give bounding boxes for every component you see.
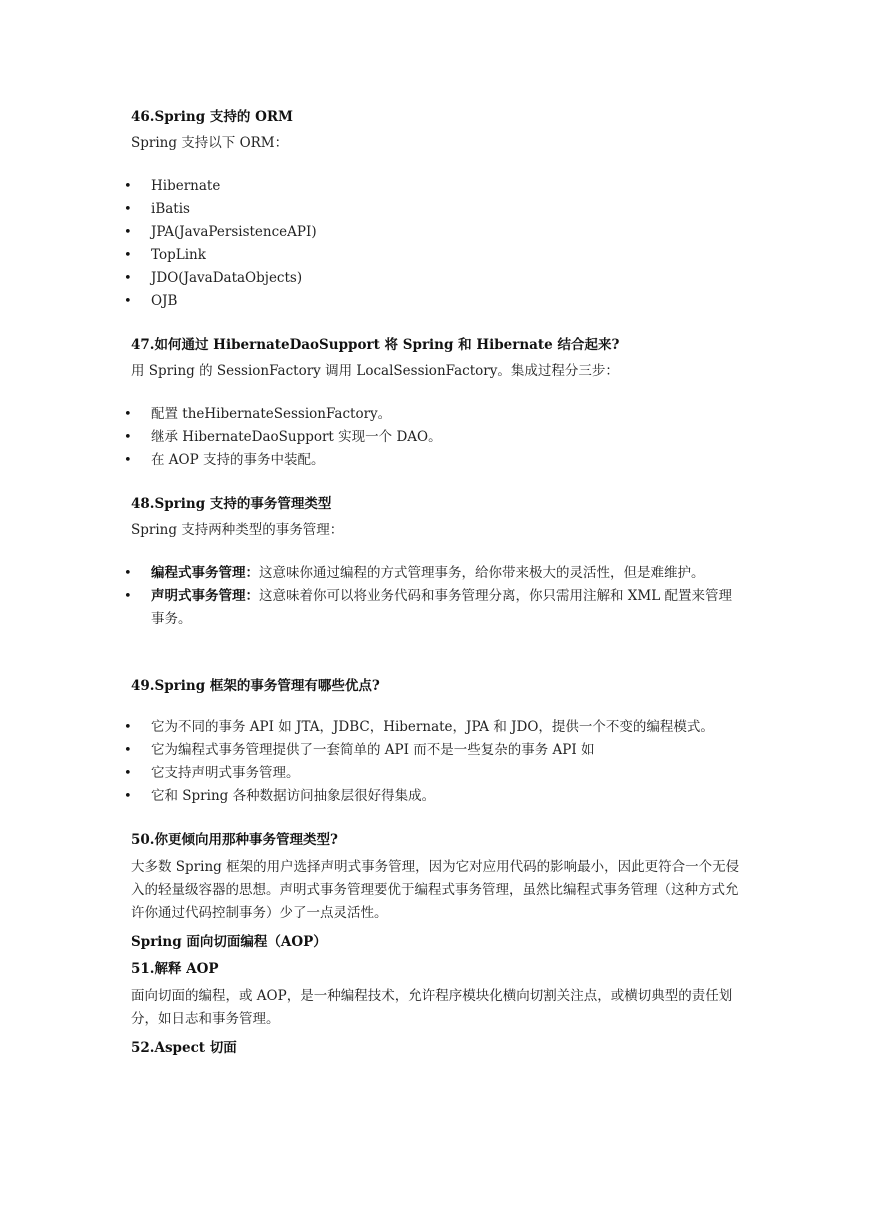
bullet-icon: • bbox=[124, 430, 132, 445]
list-item: • 它为编程式事务管理提供了一套简单的 API 而不是一些复杂的事务 API 如 bbox=[0, 739, 741, 762]
bullet-icon: • bbox=[124, 766, 132, 781]
bullet-icon: • bbox=[124, 589, 132, 604]
section-50-heading: 50.你更倾向用那种事务管理类型? bbox=[131, 832, 338, 848]
bullet-icon: • bbox=[124, 789, 132, 804]
bullet-icon: • bbox=[124, 743, 132, 758]
section-47-heading: 47.如何通过 HibernateDaoSupport 将 Spring 和 Hibernate 结合起来? bbox=[131, 337, 620, 353]
section-49-heading: 49.Spring 框架的事务管理有哪些优点? bbox=[131, 678, 380, 694]
bullet-icon: • bbox=[124, 248, 132, 263]
section-50-paragraph: 大多数 Spring 框架的用户选择声明式事务管理，因为它对应用代码的影响最小，因此更符合一个无侵入的轻量级容器的思想。声明式事务管理要优于编程式事务管理，虽然比编程式事务管理（这种方式允许你通过代码控制事务）少了一点灵活性。 bbox=[131, 859, 740, 921]
list-item-term: 声明式事务管理： bbox=[151, 588, 259, 604]
list-item: • 它和 Spring 各种数据访问抽象层很好得集成。 bbox=[0, 785, 741, 808]
section-46-list bbox=[0, 175, 869, 313]
bullet-icon: • bbox=[124, 720, 132, 735]
section-49-list bbox=[0, 716, 869, 808]
bullet-icon: • bbox=[124, 179, 132, 194]
section-51-heading: 51.解释 AOP bbox=[131, 961, 219, 977]
section-48-list bbox=[0, 562, 869, 631]
list-item: • OJB bbox=[0, 290, 741, 313]
bullet-icon: • bbox=[124, 202, 132, 217]
list-item-term: 编程式事务管理： bbox=[151, 565, 259, 581]
bullet-icon: • bbox=[124, 407, 132, 422]
bullet-icon: • bbox=[124, 294, 132, 309]
section-46-heading: 46.Spring 支持的 ORM bbox=[131, 109, 293, 125]
list-item: • Hibernate bbox=[0, 175, 741, 198]
list-item: • iBatis bbox=[0, 198, 741, 221]
section-52-heading: 52.Aspect 切面 bbox=[131, 1040, 237, 1056]
list-item: • 它为不同的事务 API 如 JTA，JDBC，Hibernate，JPA 和 JDO，提供一个不变的编程模式。 bbox=[0, 716, 741, 739]
list-item: • 它支持声明式事务管理。 bbox=[0, 762, 741, 785]
list-item: • 继承 HibernateDaoSupport 实现一个 DAO。 bbox=[0, 426, 741, 449]
section-46-intro: Spring 支持以下 ORM： bbox=[131, 135, 289, 151]
bullet-icon: • bbox=[124, 453, 132, 468]
bullet-icon: • bbox=[124, 271, 132, 286]
section-48-intro: Spring 支持两种类型的事务管理： bbox=[131, 522, 344, 538]
list-item: • 声明式事务管理：这意味着你可以将业务代码和事务管理分离，你只需用注解和 XML 配置来管理事务。 bbox=[0, 585, 741, 631]
list-item: • 配置 theHibernateSessionFactory。 bbox=[0, 403, 741, 426]
section-51-paragraph: 面向切面的编程，或 AOP，是一种编程技术，允许程序模块化横向切割关注点，或横切典型的责任划分，如日志和事务管理。 bbox=[131, 988, 733, 1027]
bullet-icon: • bbox=[124, 225, 132, 240]
bullet-icon: • bbox=[124, 566, 132, 581]
section-47-list bbox=[0, 403, 869, 472]
section-48-heading: 48.Spring 支持的事务管理类型 bbox=[131, 496, 332, 512]
section-47-intro: 用 Spring 的 SessionFactory 调用 LocalSessionFactory。集成过程分三步： bbox=[131, 363, 619, 379]
list-item: • JPA(JavaPersistenceAPI) bbox=[0, 221, 741, 244]
list-item: • 在 AOP 支持的事务中装配。 bbox=[0, 449, 741, 472]
list-item: • JDO(JavaDataObjects) bbox=[0, 267, 741, 290]
list-item: • 编程式事务管理：这意味你通过编程的方式管理事务，给你带来极大的灵活性，但是难维护。 bbox=[0, 562, 741, 585]
spring-aop-heading: Spring 面向切面编程（AOP） bbox=[131, 934, 327, 950]
list-item: • TopLink bbox=[0, 244, 741, 267]
